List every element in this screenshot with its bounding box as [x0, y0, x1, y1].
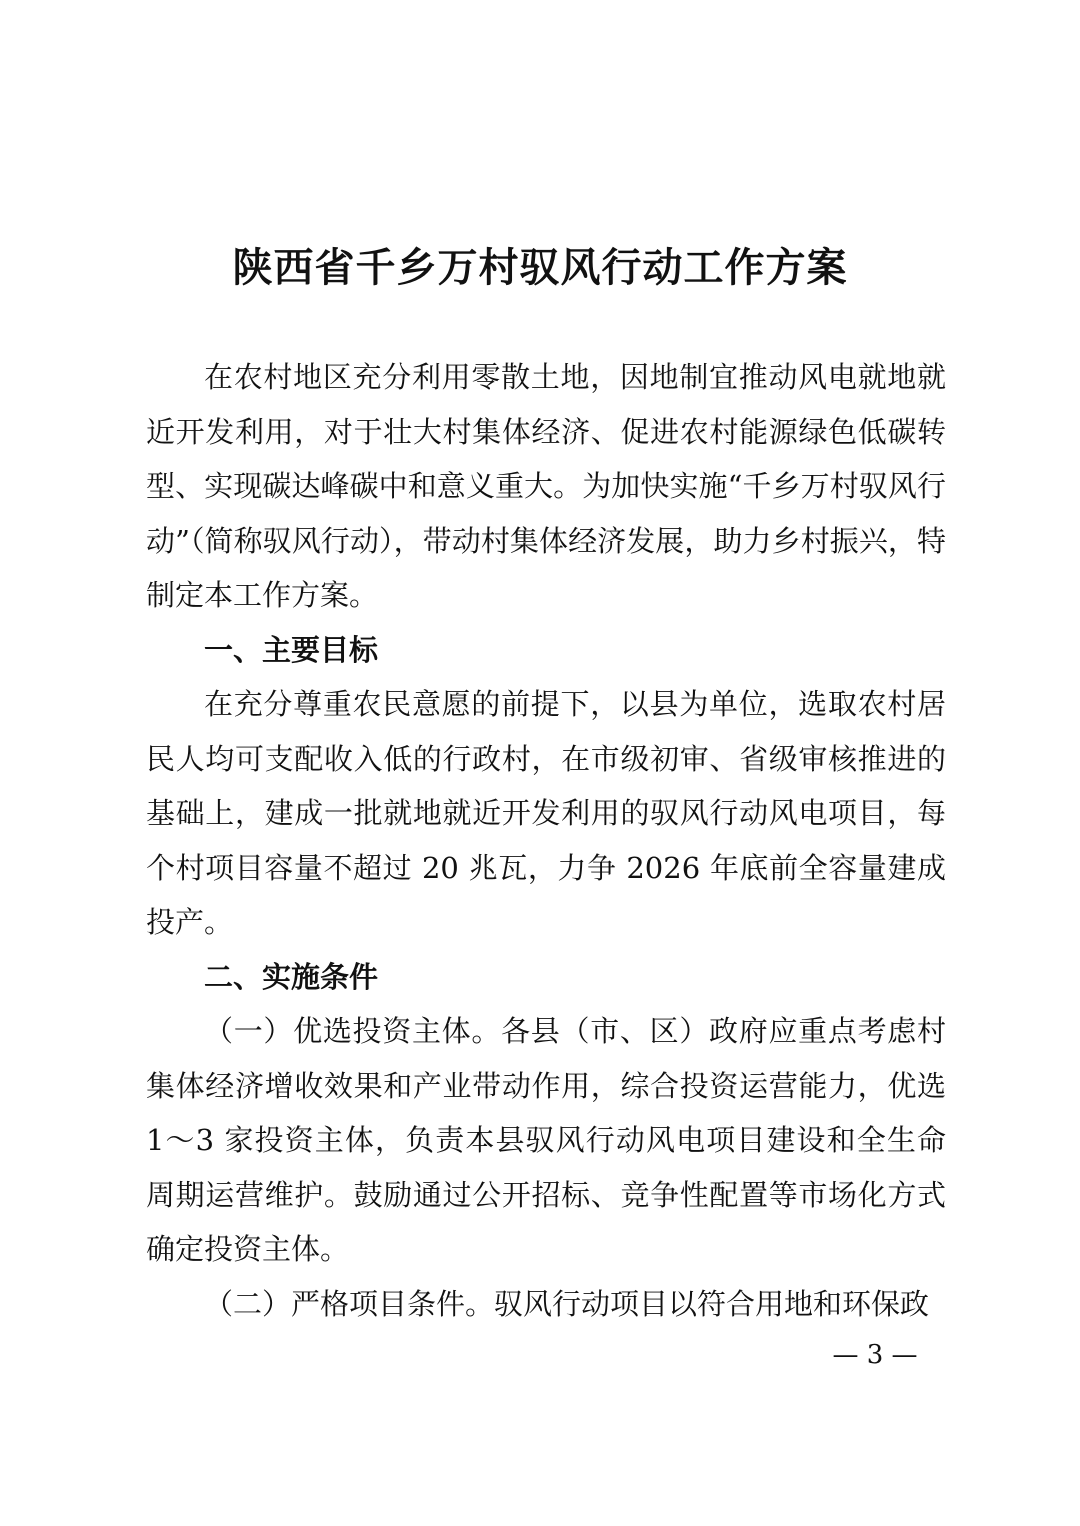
section-heading-main-goals: 一、主要目标	[204, 632, 379, 667]
project-conditions-paragraph: （二）严格项目条件。驭风行动项目以符合用地和环保政	[204, 1286, 930, 1321]
main-goals-paragraph: 在充分尊重农民意愿的前提下，以县为单位，选取农村居民人均可支配收入低的行政村，在市级初审、省级审核推进的基础上，建成一批就地就近开发利用的驭风行动风电项目，每个村项目容量不超过 20 兆瓦，力争 2026 年底前全容量建成投产。	[146, 687, 946, 939]
document-title: 陕西省千乡万村驭风行动工作方案	[232, 244, 848, 291]
section-heading-conditions: 二、实施条件	[204, 959, 379, 994]
investor-selection-paragraph: （一）优选投资主体。各县（市、区）政府应重点考虑村集体经济增收效果和产业带动作用，综合投资运营能力，优选 1～3 家投资主体，负责本县驭风行动风电项目建设和全生命周期运营维护。鼓励通过公开招标、竞争性配置等市场化方式确定投资主体。	[146, 1014, 946, 1266]
document-body	[146, 350, 946, 1331]
intro-paragraph: 在农村地区充分利用零散土地，因地制宜推动风电就地就近开发利用，对于壮大村集体经济、促进农村能源绿色低碳转型、实现碳达峰碳中和意义重大。为加快实施“千乡万村驭风行动”（简称驭风行动），带动村集体经济发展，助力乡村振兴，特制定本工作方案。	[146, 360, 946, 612]
page-number: — 3 —	[832, 1340, 918, 1370]
